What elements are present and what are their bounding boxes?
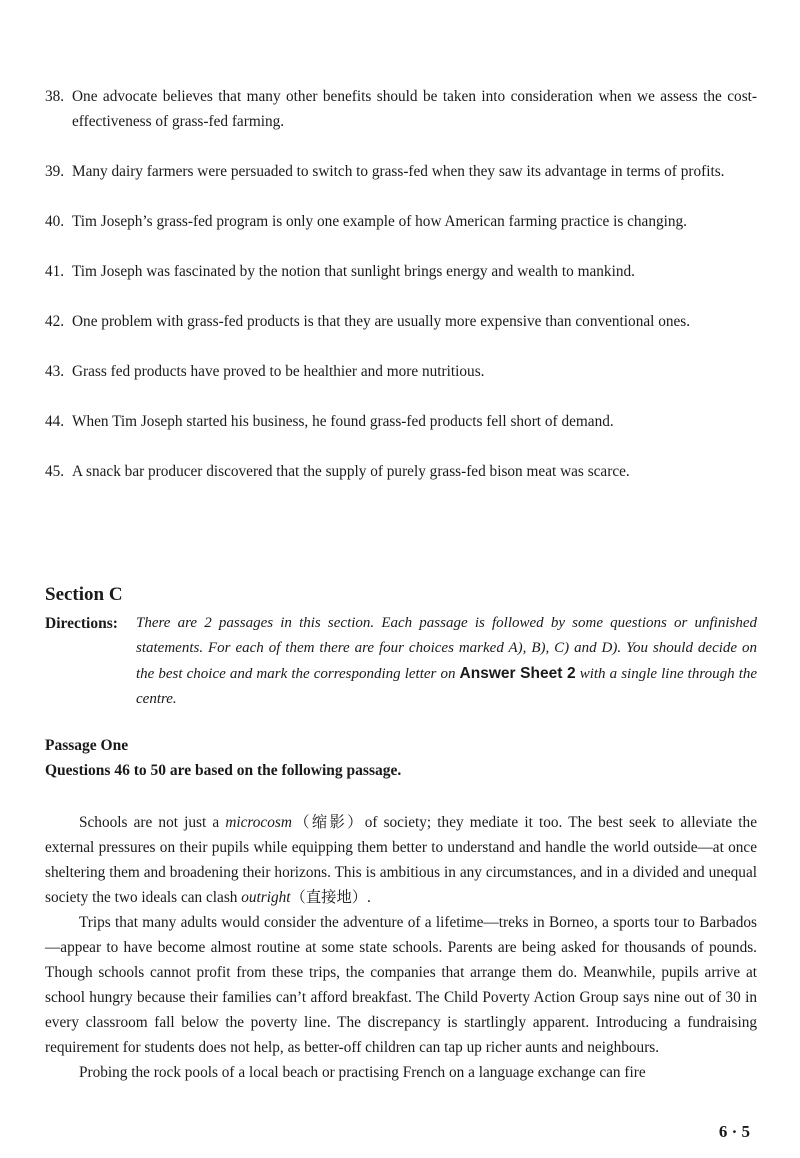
statement-item (45, 209, 757, 234)
statement-item (45, 359, 757, 384)
item-number: 42. (45, 313, 65, 330)
statement-list (45, 84, 757, 509)
directions-label: Directions: (45, 615, 118, 632)
questions-note: Questions 46 to 50 are based on the following passage. (45, 762, 402, 779)
statement-item (45, 459, 757, 484)
item-text: One problem with grass-fed products is that they are usually more expensive than conventional ones. (72, 313, 691, 330)
passage-title: Passage One (45, 737, 129, 754)
term-microcosm: microcosm (225, 814, 292, 831)
item-number: 40. (45, 213, 65, 230)
directions-block (45, 611, 757, 712)
directions-body: There are 2 passages in this section. Each passage is followed by some questions or unfinished statements. For each of them there are four choices marked A), B), C) and D). You should decide on the best choice and mark the corresponding letter on (136, 615, 757, 682)
page-number: 6 · 5 (718, 1122, 750, 1141)
item-text: One advocate believes that many other benefits should be taken into consideration when we assess the cost-effectiveness of grass-fed farming. (72, 88, 757, 130)
answer-sheet-ref: Answer Sheet 2 (459, 665, 576, 682)
item-number: 38. (45, 88, 65, 105)
text-run: Schools are not just a (79, 814, 220, 831)
term-outright: outright (241, 889, 291, 906)
paragraph: Trips that many adults would consider the adventure of a lifetime—treks in Borneo, a sports tour to Barbados—appear to have become almost routine at some state schools. Parents are being asked for thousands of pounds. Though schools cannot profit from these trips, the companies that arrange them do. Meanwhile, pupils arrive at school hungry because their families can’t afford breakfast. The Child Poverty Action Group says nine out of 30 in every classroom fall below the poverty line. The discrepancy is startlingly apparent. Introducing a fundraising requirement for students does not help, as better-off children can tap up richer aunts and neighbours. (45, 914, 757, 1056)
item-number: 41. (45, 263, 65, 280)
directions-text (136, 611, 757, 712)
item-number: 45. (45, 463, 65, 480)
gloss: （缩影） (291, 814, 365, 831)
item-number: 44. (45, 413, 65, 430)
statement-item (45, 309, 757, 334)
item-text: Tim Joseph was fascinated by the notion that sunlight brings energy and wealth to mankind. (72, 263, 635, 280)
statement-item (45, 409, 757, 434)
passage-body (45, 810, 757, 1085)
item-number: 39. (45, 163, 65, 180)
statement-item (45, 84, 757, 134)
text-run: of society; they mediate it too. The best seek to alleviate the external pressures on their pupils while equipping them better to understand and handle the world outside—at once sheltering them and broadening their horizons. This is ambitious in any circumstances, and in a divided and unequal society the two ideals can clash (45, 814, 757, 906)
item-text: Tim Joseph’s grass-fed program is only one example of how American farming practice is changing. (72, 213, 687, 230)
paragraph: Probing the rock pools of a local beach or practising French on a language exchange can fire (79, 1064, 646, 1081)
section-title: Section C (45, 584, 123, 605)
paragraph (45, 810, 757, 910)
item-number: 43. (45, 363, 65, 380)
statement-item (45, 159, 757, 184)
item-text: When Tim Joseph started his business, he found grass-fed products fell short of demand. (72, 413, 614, 430)
item-text: Grass fed products have proved to be healthier and more nutritious. (72, 363, 485, 380)
item-text: A snack bar producer discovered that the supply of purely grass-fed bison meat was scarce. (72, 463, 630, 480)
directions-end: with a single line through the centre. (136, 666, 758, 707)
statement-item (45, 259, 757, 284)
gloss: （直接地）. (290, 889, 371, 906)
item-text: Many dairy farmers were persuaded to switch to grass-fed when they saw its advantage in terms of profits. (72, 163, 725, 180)
